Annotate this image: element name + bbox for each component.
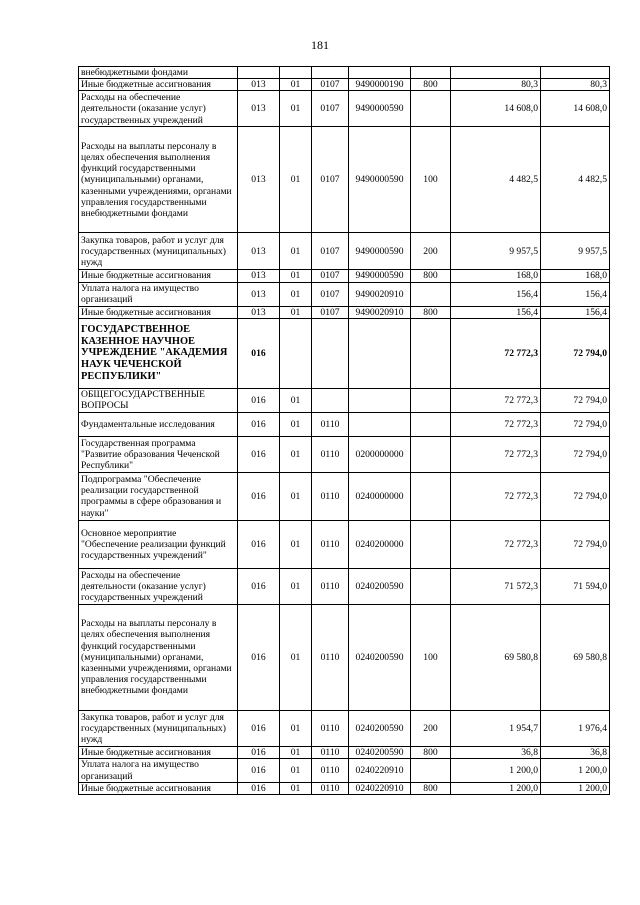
amount-year-1: 1 200,0 [451,759,541,783]
table-row [79,568,610,604]
target-article-code [349,412,411,436]
amount-year-1: 72 772,3 [451,520,541,568]
table-row [79,233,610,270]
expense-type-code [411,472,451,520]
section-code: 01 [280,604,312,710]
amount-year-1: 1 954,7 [451,710,541,746]
amount-year-1: 69 580,8 [451,604,541,710]
subsection-code: 0110 [312,759,349,783]
subsection-code: 0110 [312,604,349,710]
subsection-code: 0110 [312,472,349,520]
amount-year-1: 156,4 [451,306,541,318]
ministry-code: 016 [238,318,280,388]
row-name: внебюджетными фондами [79,67,238,79]
table-row [79,710,610,746]
amount-year-1: 156,4 [451,282,541,306]
ministry-code: 016 [238,436,280,472]
target-article-code: 9490020910 [349,306,411,318]
ministry-code: 013 [238,282,280,306]
expense-type-code [411,436,451,472]
amount-year-2: 9 957,5 [541,233,610,270]
ministry-code: 013 [238,270,280,282]
table-row [79,436,610,472]
section-code: 01 [280,127,312,233]
amount-year-2: 71 594,0 [541,568,610,604]
section-code: 01 [280,436,312,472]
amount-year-2: 156,4 [541,306,610,318]
amount-year-2: 72 794,0 [541,412,610,436]
amount-year-2: 1 200,0 [541,759,610,783]
expense-type-code [411,568,451,604]
amount-year-2: 69 580,8 [541,604,610,710]
table-row [79,282,610,306]
amount-year-1: 14 608,0 [451,91,541,127]
row-name: Государственная программа "Развитие образования Чеченской Республики" [79,436,238,472]
amount-year-1: 80,3 [451,79,541,91]
table-row [79,306,610,318]
subsection-code: 0110 [312,412,349,436]
amount-year-2: 4 482,5 [541,127,610,233]
target-article-code: 0240220910 [349,783,411,795]
expense-type-code: 800 [411,79,451,91]
row-name: Фундаментальные исследования [79,412,238,436]
row-name: Расходы на выплаты персоналу в целях обеспечения выполнения функций государственными (муниципальными) органами, казенными учреждениями, органами управления государственными внебюджетными фондами [79,127,238,233]
amount-year-2: 72 794,0 [541,318,610,388]
subsection-code: 0107 [312,79,349,91]
target-article-code: 0240200590 [349,604,411,710]
expense-type-code [411,412,451,436]
row-name: ГОСУДАРСТВЕННОЕ КАЗЕННОЕ НАУЧНОЕ УЧРЕЖДЕНИЕ "АКАДЕМИЯ НАУК ЧЕЧЕНСКОЙ РЕСПУБЛИКИ" [79,318,238,388]
target-article-code: 0240200590 [349,568,411,604]
table-row [79,127,610,233]
amount-year-1: 9 957,5 [451,233,541,270]
target-article-code: 9490000190 [349,79,411,91]
amount-year-1 [451,67,541,79]
expense-type-code [411,318,451,388]
amount-year-1: 72 772,3 [451,436,541,472]
amount-year-1: 71 572,3 [451,568,541,604]
amount-year-1: 72 772,3 [451,318,541,388]
row-name: Иные бюджетные ассигнования [79,270,238,282]
expense-type-code [411,67,451,79]
expense-type-code: 100 [411,604,451,710]
target-article-code: 9490000590 [349,91,411,127]
expense-type-code: 800 [411,783,451,795]
row-name: Подпрограмма "Обеспечение реализации государственной программы в сфере образования и науки" [79,472,238,520]
amount-year-2: 1 976,4 [541,710,610,746]
table-row [79,79,610,91]
subsection-code: 0110 [312,520,349,568]
expense-type-code: 200 [411,710,451,746]
target-article-code: 0240200590 [349,746,411,758]
subsection-code: 0110 [312,746,349,758]
ministry-code: 013 [238,233,280,270]
amount-year-1: 4 482,5 [451,127,541,233]
expense-type-code [411,91,451,127]
subsection-code: 0110 [312,783,349,795]
subsection-code: 0110 [312,710,349,746]
section-code: 01 [280,759,312,783]
section-code: 01 [280,282,312,306]
ministry-code: 016 [238,412,280,436]
expense-type-code: 800 [411,746,451,758]
ministry-code: 016 [238,520,280,568]
target-article-code: 0200000000 [349,436,411,472]
target-article-code: 9490020910 [349,282,411,306]
section-code: 01 [280,783,312,795]
section-code: 01 [280,233,312,270]
section-code: 01 [280,472,312,520]
row-name: Иные бюджетные ассигнования [79,79,238,91]
ministry-code: 013 [238,306,280,318]
section-code [280,67,312,79]
table-row [79,746,610,758]
table-body [79,67,610,795]
table-row [79,783,610,795]
amount-year-2: 1 200,0 [541,783,610,795]
amount-year-2: 72 794,0 [541,388,610,412]
ministry-code: 016 [238,568,280,604]
expense-type-code [411,388,451,412]
amount-year-2: 80,3 [541,79,610,91]
subsection-code: 0107 [312,127,349,233]
amount-year-2: 168,0 [541,270,610,282]
subsection-code: 0107 [312,233,349,270]
row-name: Уплата налога на имущество организаций [79,759,238,783]
amount-year-2: 72 794,0 [541,472,610,520]
target-article-code: 0240200590 [349,710,411,746]
row-name: Расходы на обеспечение деятельности (оказание услуг) государственных учреждений [79,91,238,127]
section-code: 01 [280,412,312,436]
table-row [79,759,610,783]
target-article-code: 9490000590 [349,127,411,233]
row-name: ОБЩЕГОСУДАРСТВЕННЫЕ ВОПРОСЫ [79,388,238,412]
expense-type-code [411,759,451,783]
table-row [79,270,610,282]
amount-year-1: 1 200,0 [451,783,541,795]
subsection-code: 0110 [312,568,349,604]
ministry-code: 016 [238,746,280,758]
amount-year-2: 14 608,0 [541,91,610,127]
section-code: 01 [280,746,312,758]
subsection-code: 0107 [312,282,349,306]
table-row [79,91,610,127]
table-row [79,412,610,436]
ministry-code [238,67,280,79]
expense-type-code: 800 [411,270,451,282]
ministry-code: 013 [238,91,280,127]
subsection-code: 0107 [312,270,349,282]
ministry-code: 013 [238,127,280,233]
amount-year-2: 36,8 [541,746,610,758]
subsection-code: 0110 [312,436,349,472]
table-row [79,388,610,412]
target-article-code: 0240200000 [349,520,411,568]
row-name: Основное мероприятие "Обеспечение реализации функций государственных учреждений" [79,520,238,568]
amount-year-1: 72 772,3 [451,388,541,412]
target-article-code: 9490000590 [349,233,411,270]
row-name: Расходы на обеспечение деятельности (оказание услуг) государственных учреждений [79,568,238,604]
row-name: Иные бюджетные ассигнования [79,746,238,758]
section-code: 01 [280,306,312,318]
expense-type-code: 200 [411,233,451,270]
ministry-code: 016 [238,710,280,746]
amount-year-2 [541,67,610,79]
target-article-code [349,318,411,388]
table-row [79,604,610,710]
amount-year-2: 72 794,0 [541,436,610,472]
section-code: 01 [280,710,312,746]
amount-year-2: 156,4 [541,282,610,306]
table-row [79,67,610,79]
amount-year-2: 72 794,0 [541,520,610,568]
subsection-code [312,67,349,79]
section-code: 01 [280,270,312,282]
subsection-code [312,318,349,388]
ministry-code: 016 [238,388,280,412]
subsection-code: 0107 [312,306,349,318]
section-code: 01 [280,79,312,91]
ministry-code: 016 [238,604,280,710]
ministry-code: 016 [238,759,280,783]
table-row [79,520,610,568]
section-code: 01 [280,520,312,568]
amount-year-1: 36,8 [451,746,541,758]
expense-type-code [411,520,451,568]
expense-type-code [411,282,451,306]
page-number: 181 [311,38,329,52]
section-code [280,318,312,388]
row-name: Закупка товаров, работ и услуг для государственных (муниципальных) нужд [79,233,238,270]
section-code: 01 [280,91,312,127]
table-row [79,318,610,388]
target-article-code [349,67,411,79]
ministry-code: 016 [238,783,280,795]
table-row [79,472,610,520]
section-code: 01 [280,568,312,604]
row-name: Закупка товаров, работ и услуг для государственных (муниципальных) нужд [79,710,238,746]
subsection-code: 0107 [312,91,349,127]
ministry-code: 016 [238,472,280,520]
section-code: 01 [280,388,312,412]
row-name: Иные бюджетные ассигнования [79,783,238,795]
target-article-code: 9490000590 [349,270,411,282]
amount-year-1: 168,0 [451,270,541,282]
expense-type-code: 100 [411,127,451,233]
budget-table [78,66,610,795]
row-name: Расходы на выплаты персоналу в целях обеспечения выполнения функций государственными (муниципальными) органами, казенными учреждениями, органами управления государственными внебюджетными фондами [79,604,238,710]
target-article-code [349,388,411,412]
ministry-code: 013 [238,79,280,91]
row-name: Иные бюджетные ассигнования [79,306,238,318]
expense-type-code: 800 [411,306,451,318]
amount-year-1: 72 772,3 [451,472,541,520]
amount-year-1: 72 772,3 [451,412,541,436]
row-name: Уплата налога на имущество организаций [79,282,238,306]
target-article-code: 0240220910 [349,759,411,783]
subsection-code [312,388,349,412]
target-article-code: 0240000000 [349,472,411,520]
